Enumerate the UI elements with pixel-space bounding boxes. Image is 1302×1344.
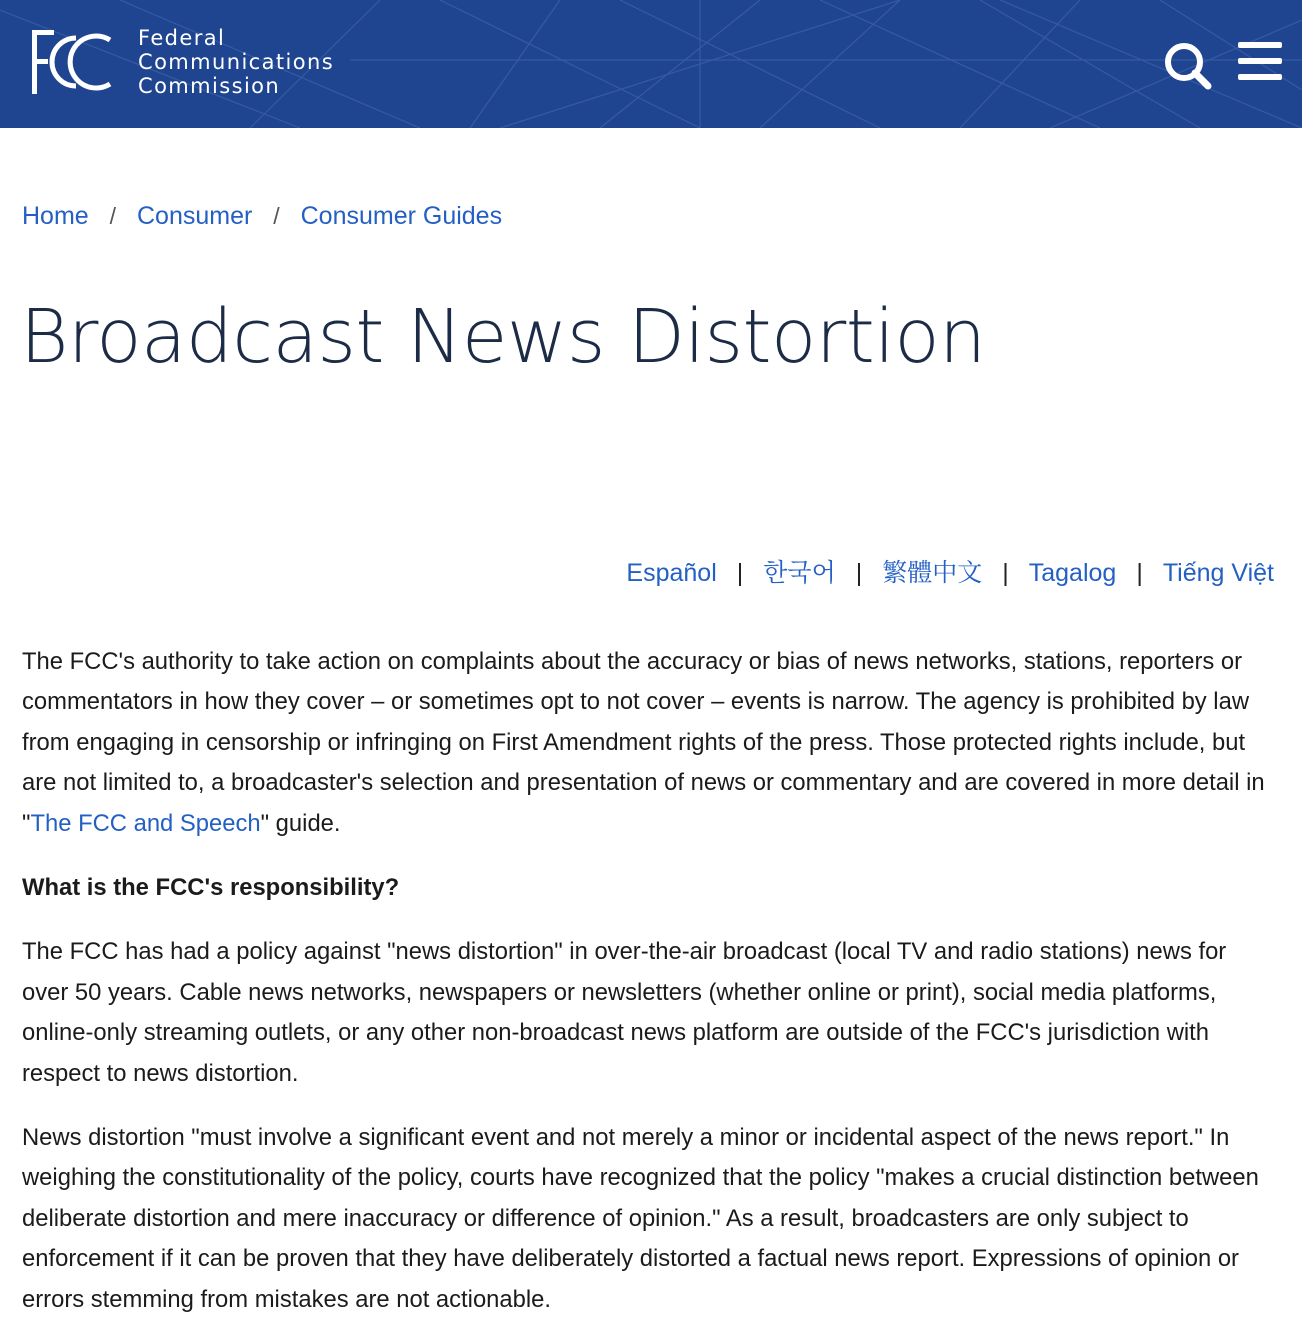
hamburger-menu-icon-bar xyxy=(1238,74,1282,80)
language-link-vietnamese[interactable]: Tiếng Việt xyxy=(1162,559,1274,587)
intro-paragraph xyxy=(22,642,1278,844)
breadcrumb xyxy=(22,198,502,234)
breadcrumb-separator: / xyxy=(109,203,117,229)
intro-text: The FCC's authority to take action on complaints about the accuracy or bias of news networks, stations, reporters or commentators in how they cover – or sometimes opt to not cover – events is narrow. The agency is prohibited by law from engaging in censorship or infringing on First Amendment rights of the press. Those protected rights include, but are not limited to, a broadcaster's selection and presentation of news or commentary and are covered in more detail in " xyxy=(22,648,1265,837)
breadcrumb-home-link[interactable]: Home xyxy=(22,202,89,230)
breadcrumb-consumer-link[interactable]: Consumer xyxy=(136,202,253,230)
search-icon xyxy=(1162,40,1214,92)
logo-line-commission: Commission xyxy=(138,74,281,98)
page-title: Broadcast News Distortion xyxy=(20,294,986,380)
fcc-logo-text xyxy=(138,26,334,98)
hamburger-menu-icon xyxy=(1238,42,1282,48)
language-link-spanish[interactable]: Español xyxy=(626,559,717,587)
language-separator: | xyxy=(855,559,863,587)
logo-line-federal: Federal xyxy=(138,26,226,50)
distortion-paragraph: News distortion "must involve a significant event and not merely a minor or incidental aspect of the news report." In weighing the constitutionality of the policy, courts have recognized that the policy "makes a crucial distinction between deliberate distortion and mere inaccuracy or difference of opinion." As a result, broadcasters are only subject to enforcement if it can be proven that they have deliberately distorted a factual news report. Expressions of opinion or errors stemming from mistakes are not actionable. xyxy=(22,1124,1259,1313)
fcc-logo-icon xyxy=(30,26,114,98)
intro-text-end: " guide. xyxy=(260,809,341,837)
site-header xyxy=(0,0,1302,128)
search-button[interactable] xyxy=(1162,40,1214,92)
language-separator: | xyxy=(1002,559,1009,587)
hamburger-menu-button[interactable] xyxy=(1236,42,1284,82)
section-heading-responsibility: What is the FCC's responsibility? xyxy=(22,874,400,902)
language-link-korean[interactable]: 한국어 xyxy=(763,559,836,587)
fcc-and-speech-link[interactable]: The FCC and Speech xyxy=(30,809,261,837)
language-link-tagalog[interactable]: Tagalog xyxy=(1028,559,1117,587)
language-selector xyxy=(626,554,1274,592)
language-separator: | xyxy=(1136,559,1143,587)
fcc-logo[interactable] xyxy=(30,26,334,98)
logo-line-communications: Communications xyxy=(138,50,335,74)
article-body xyxy=(22,642,1278,1344)
hamburger-menu-icon-bar xyxy=(1238,58,1282,64)
breadcrumb-separator: / xyxy=(273,203,280,229)
language-separator: | xyxy=(736,559,744,587)
policy-paragraph: The FCC has had a policy against "news distortion" in over-the-air broadcast (local TV and radio stations) news for over 50 years. Cable news networks, newspapers or newsletters (whether online or print), social media platforms, online-only streaming outlets, or any other non-broadcast news platform are outside of the FCC's jurisdiction with respect to news distortion. xyxy=(22,938,1227,1087)
language-link-chinese[interactable]: 繁體中文 xyxy=(882,559,983,587)
breadcrumb-consumer-guides-link[interactable]: Consumer Guides xyxy=(300,202,503,230)
